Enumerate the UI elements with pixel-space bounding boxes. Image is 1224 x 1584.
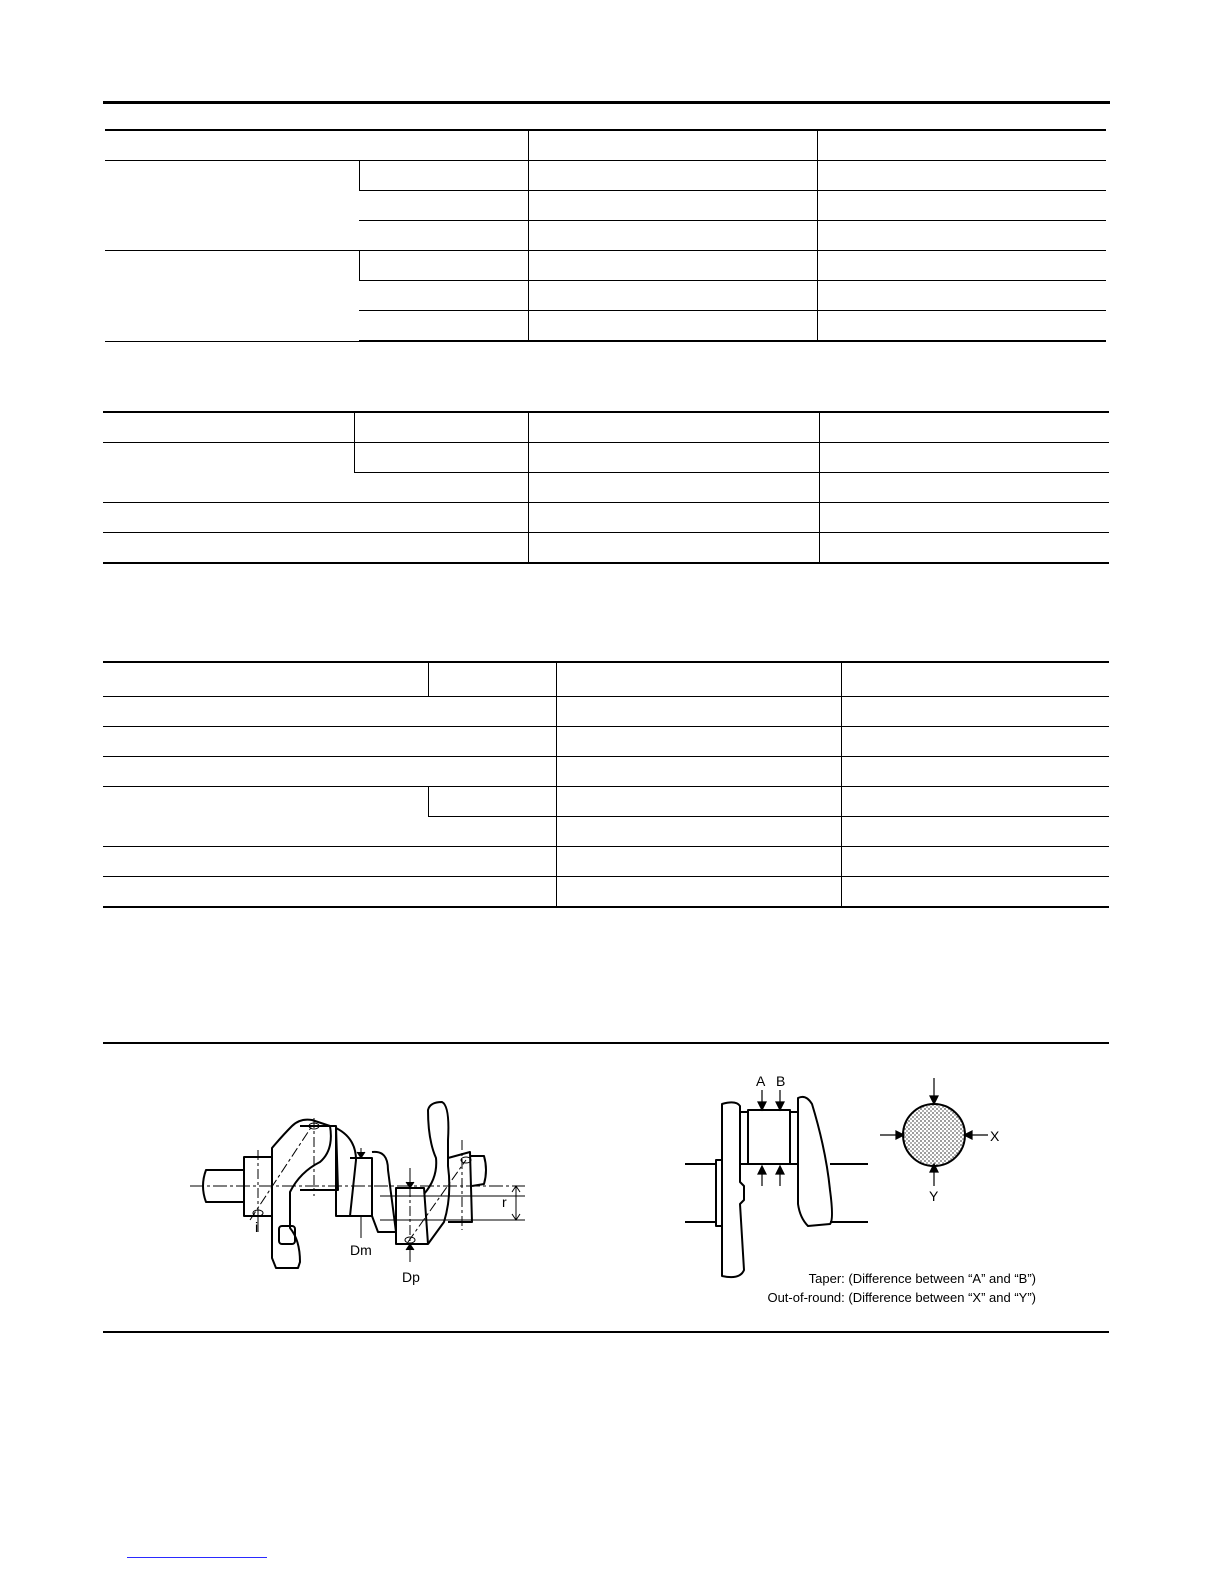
label-i: i (255, 1219, 259, 1235)
crankshaft-drawing (203, 1102, 486, 1268)
label-r: r (502, 1194, 507, 1210)
label-x: X (990, 1128, 1000, 1144)
label-b: B (776, 1073, 786, 1089)
label-a: A (756, 1073, 766, 1089)
journal-cross-section (903, 1104, 965, 1166)
journal-arrows (758, 1090, 784, 1186)
label-dm: Dm (350, 1242, 372, 1258)
footer-link-underline[interactable] (127, 1557, 267, 1558)
label-dp: Dp (402, 1269, 420, 1285)
journal-drawing (685, 1097, 868, 1277)
caption-taper: Taper: (Difference between “A” and “B”) (808, 1271, 1036, 1286)
caption-out-of-round: Out-of-round: (Difference between “X” and “Y”) (767, 1290, 1036, 1305)
label-y: Y (929, 1188, 939, 1204)
crankshaft-dimensions (190, 1118, 525, 1262)
